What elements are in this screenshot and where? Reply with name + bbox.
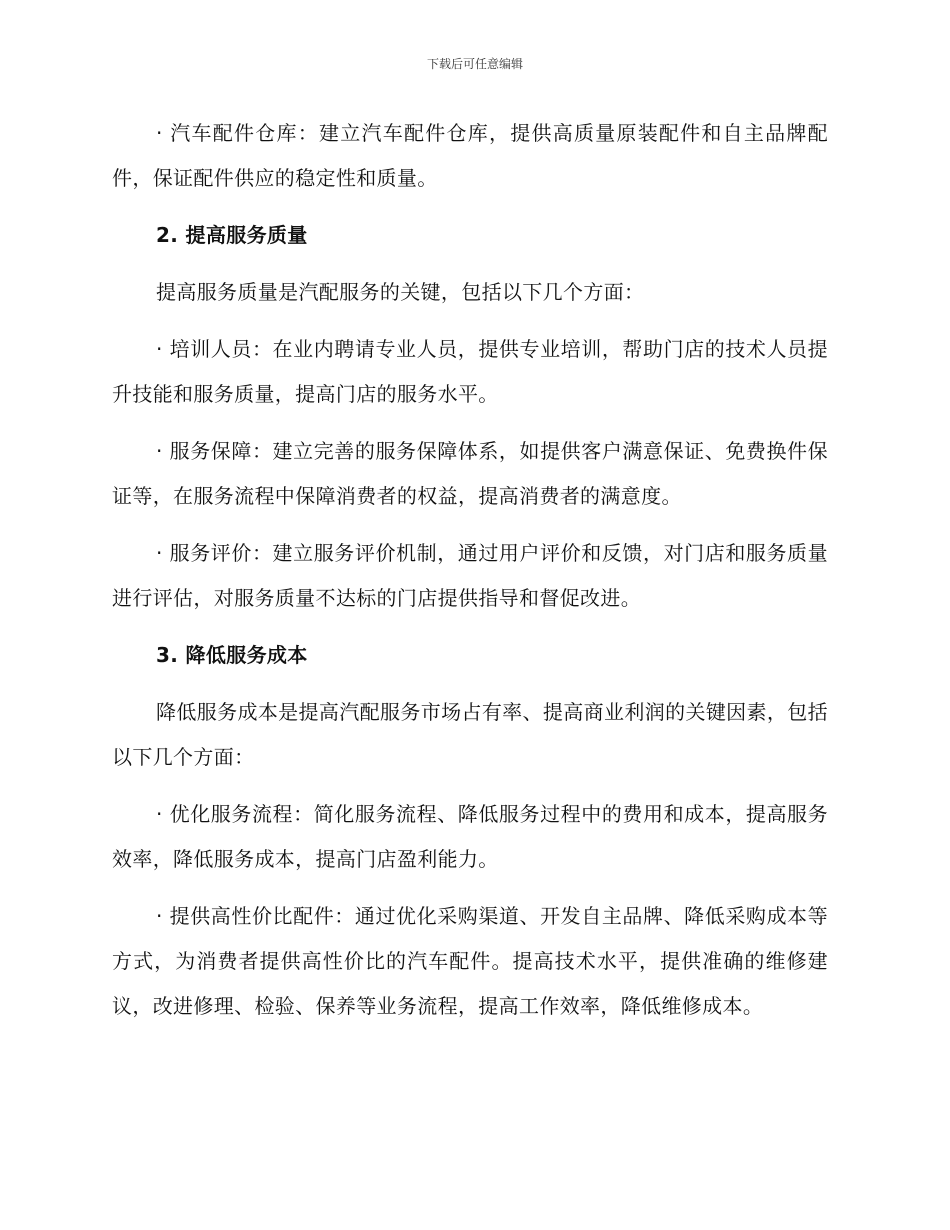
paragraph-optimize-process: · 优化服务流程：简化服务流程、降低服务过程中的费用和成本，提高服务效率，降低服务成本，提高门店盈利能力。 xyxy=(112,802,828,871)
paragraph-service-quality-intro: 提高服务质量是汽配服务的关键，包括以下几个方面： xyxy=(156,280,645,304)
paragraph-parts-warehouse: · 汽车配件仓库：建立汽车配件仓库，提供高质量原装配件和自主品牌配件，保证配件供应的稳定性和质量。 xyxy=(112,121,828,190)
document-body xyxy=(112,111,828,1041)
paragraph-staff-training: · 培训人员：在业内聘请专业人员，提供专业培训，帮助门店的技术人员提升技能和服务质量，提高门店的服务水平。 xyxy=(112,337,828,406)
paragraph-service-evaluation: · 服务评价：建立服务评价机制，通过用户评价和反馈，对门店和服务质量进行评估，对服务质量不达标的门店提供指导和督促改进。 xyxy=(112,541,828,610)
paragraph-reduce-cost-intro: 降低服务成本是提高汽配服务市场占有率、提高商业利润的关键因素，包括以下几个方面： xyxy=(112,700,828,769)
section-heading-reduce-cost: 3. 降低服务成本 xyxy=(156,643,308,667)
section-heading-service-quality: 2. 提高服务质量 xyxy=(156,223,308,247)
paragraph-cost-effective-parts: · 提供高性价比配件：通过优化采购渠道、开发自主品牌、降低采购成本等方式，为消费者提供高性价比的汽车配件。提高技术水平，提供准确的维修建议，改进修理、检验、保养等业务流程，提高工作效率，降低维修成本。 xyxy=(112,904,828,1018)
page-header: 下载后可任意编辑 xyxy=(426,57,523,71)
paragraph-service-guarantee: · 服务保障：建立完善的服务保障体系，如提供客户满意保证、免费换件保证等，在服务流程中保障消费者的权益，提高消费者的满意度。 xyxy=(112,439,828,508)
